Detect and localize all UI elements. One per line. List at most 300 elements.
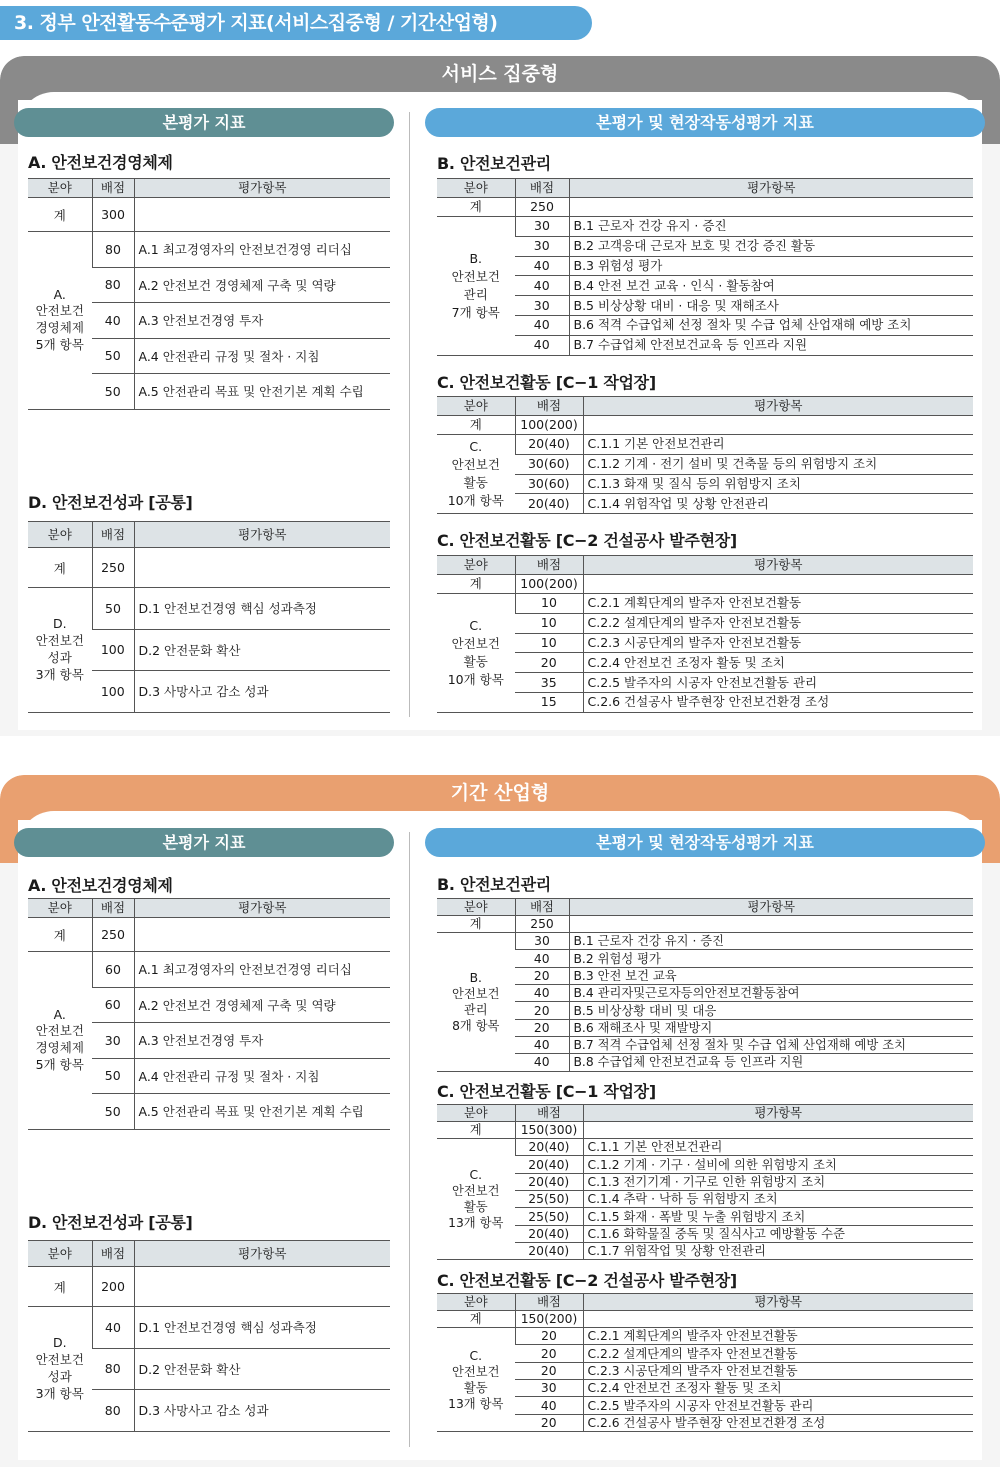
score-cell: 20(40) [515,1225,583,1242]
heading-c2: C. 안전보건활동 [C−2 건설공사 발주현장] [437,1271,737,1290]
score-cell: 100 [92,629,134,671]
total-row [28,918,390,952]
score-cell: 80 [92,1390,134,1432]
item-cell: A.3 안전보건경영 투자 [134,1023,390,1059]
category-line: C. [469,1348,482,1363]
item-cell: D.3 사망사고 감소 성과 [134,1390,390,1432]
score-cell: 20 [515,967,569,984]
item-cell: C.1.3 화재 및 질식 등의 위험방지 조치 [583,474,973,494]
score-cell: 20 [515,1414,583,1431]
score-cell: 40 [515,276,569,296]
table-row [437,692,973,712]
total-label: 계 [437,916,515,933]
item-cell: B.6 적격 수급업체 선정 절차 및 수급 업체 산업재해 예방 조치 [569,315,973,335]
table-row [437,967,973,984]
column-header: 배점 [515,899,569,916]
column-header: 평가항목 [569,179,973,198]
category-line: 10개 항목 [447,671,504,687]
column-header: 평가항목 [569,899,973,916]
table-header-row [437,397,973,416]
score-cell: 20 [515,1328,583,1345]
item-cell: C.1.2 기계 · 전기 설비 및 건축물 등의 위험방지 조치 [583,454,973,474]
column-header: 분야 [437,1294,515,1311]
item-cell: B.4 관리자및근로자등의안전보건활동참여 [569,985,973,1002]
heading-d: D. 안전보건성과 [공통] [28,1213,193,1232]
table-row [437,1414,973,1431]
category-line: 경영체제 [35,320,84,336]
table-row [437,1225,973,1242]
table-row [28,232,390,268]
table-row [437,256,973,276]
score-cell: 20 [515,653,583,673]
item-cell: C.2.6 건설공사 발주현장 안전보건환경 조성 [583,692,973,712]
score-cell: 30 [515,236,569,256]
item-cell: A.1 최고경영자의 안전보건경영 리더십 [134,952,390,988]
total-item [583,1122,973,1139]
column-header: 분야 [28,179,92,198]
total-label: 계 [437,1122,515,1139]
category-line: 활동 [463,1380,488,1395]
category-line: B. [469,970,482,985]
section-title: 서비스 집중형 [441,63,559,85]
category-line: 경영체제 [35,1040,84,1056]
item-cell: C.1.2 기계 · 기구 · 설비에 의한 위험방지 조치 [583,1156,973,1173]
total-item [583,416,973,435]
main-field-eval-pill: 본평가 및 현장작동성평가 지표 [425,108,985,137]
score-cell: 30(60) [515,474,583,494]
column-header: 평가항목 [134,179,390,198]
category-line: 활동 [463,653,488,669]
item-cell: C.1.4 위험작업 및 상황 안전관리 [583,494,973,514]
column-header: 분야 [28,1241,92,1267]
category-line: C. [469,617,483,633]
table-c2 [437,1293,973,1432]
score-cell: 50 [92,338,134,374]
table-header-row [437,556,973,575]
table-row [437,1173,973,1190]
score-cell: 40 [92,303,134,339]
total-item [134,198,390,232]
table-row [437,236,973,256]
item-cell: D.1 안전보건경영 핵심 성과측정 [134,588,390,630]
table-row [437,1242,973,1259]
item-cell: B.4 안전 보건 교육 · 인식 · 활동참여 [569,276,973,296]
score-cell: 20(40) [515,1139,583,1156]
table-row [437,950,973,967]
total-score: 300 [92,198,134,232]
table-row [437,315,973,335]
category-cell [437,217,515,356]
category-line: 활동 [463,1200,488,1215]
score-cell: 40 [515,1036,569,1053]
score-cell: 20 [515,1362,583,1379]
column-header: 배점 [92,899,134,918]
total-score: 250 [515,198,569,217]
table-row [437,594,973,614]
table-a [28,898,390,1130]
total-score: 250 [515,916,569,933]
table-row [437,653,973,673]
column-header: 배점 [92,522,134,548]
total-label: 계 [28,198,92,232]
item-cell: C.1.5 화재 · 폭발 및 누출 위험방지 조치 [583,1208,973,1225]
page-title: 3. 정부 안전활동수준평가 지표(서비스집중형 / 기간산업형) [0,6,592,40]
total-label: 계 [437,1311,515,1328]
table-row [437,1139,973,1156]
item-cell: A.5 안전관리 목표 및 안전기본 계획 수립 [134,1094,390,1130]
total-row [28,548,390,588]
category-cell [28,232,92,410]
total-label: 계 [437,575,515,594]
table-row [437,296,973,316]
table-header-row [437,179,973,198]
category-line: C. [469,439,483,455]
table-row [437,1036,973,1053]
category-line: 안전보건 [451,1364,500,1379]
item-cell: B.7 적격 수급업체 선정 절차 및 수급 업체 산업재해 예방 조치 [569,1036,973,1053]
table-row [437,1328,973,1345]
score-cell: 80 [92,1348,134,1390]
category-line: 관리 [463,286,488,302]
column-header: 평가항목 [583,1105,973,1122]
category-line: 안전보건 [451,1184,500,1199]
column-header: 배점 [515,179,569,198]
total-label: 계 [28,1267,92,1307]
item-cell: C.1.3 전기기계 · 기구로 인한 위험방지 조치 [583,1173,973,1190]
column-header: 분야 [437,397,515,416]
score-cell: 10 [515,613,583,633]
item-cell: B.3 위험성 평가 [569,256,973,276]
category-line: 3개 항목 [35,666,84,682]
heading-c2: C. 안전보건활동 [C−2 건설공사 발주현장] [437,531,737,550]
score-cell: 50 [92,374,134,410]
table-row [437,933,973,950]
table-row [437,276,973,296]
table-b [437,178,973,356]
category-cell [28,952,92,1130]
score-cell: 10 [515,633,583,653]
table-c1 [437,396,973,514]
total-score: 250 [92,918,134,952]
table-header-row [28,899,390,918]
score-cell: 30 [515,217,569,237]
score-cell: 20 [515,1345,583,1362]
table-b [437,898,973,1072]
table-row [437,1156,973,1173]
category-line: 8개 항목 [452,1018,500,1033]
total-score: 100(200) [515,416,583,435]
column-header: 배점 [92,1241,134,1267]
score-cell: 20(40) [515,1242,583,1259]
main-eval-pill: 본평가 지표 [14,828,394,857]
item-cell: C.2.6 건설공사 발주현장 안전보건환경 조성 [583,1414,973,1431]
total-score: 250 [92,548,134,588]
total-item [583,575,973,594]
category-line: 안전보건 [35,1351,84,1367]
item-cell: A.1 최고경영자의 안전보건경영 리더십 [134,232,390,268]
table-row [437,454,973,474]
heading-d: D. 안전보건성과 [공통] [28,493,193,512]
item-cell: D.3 사망사고 감소 성과 [134,671,390,713]
column-divider [409,112,410,717]
total-row [437,416,973,435]
table-header-row [28,179,390,198]
score-cell: 40 [515,335,569,355]
total-row [28,198,390,232]
heading-c1: C. 안전보건활동 [C−1 작업장] [437,373,656,392]
score-cell: 50 [92,1094,134,1130]
total-row [28,1267,390,1307]
score-cell: 40 [515,315,569,335]
item-cell: C.2.3 시공단계의 발주자 안전보건활동 [583,1362,973,1379]
category-line: 성과 [47,1368,72,1384]
column-header: 평가항목 [134,522,390,548]
category-line: 3개 항목 [35,1385,84,1401]
table-row [437,474,973,494]
item-cell: D.1 안전보건경영 핵심 성과측정 [134,1307,390,1349]
total-row [437,1122,973,1139]
column-divider [409,832,410,1447]
table-row [437,1054,973,1071]
item-cell: B.8 수급업체 안전보건교육 등 인프라 지원 [569,1054,973,1071]
category-cell [28,1307,92,1432]
category-line: 안전보건 [451,986,500,1001]
item-cell: C.1.7 위험작업 및 상황 안전관리 [583,1242,973,1259]
category-line: A. [53,1006,66,1022]
item-cell: A.4 안전관리 규정 및 절차 · 지침 [134,338,390,374]
total-score: 150(200) [515,1311,583,1328]
table-d [28,521,390,713]
item-cell: B.7 수급업체 안전보건교육 등 인프라 지원 [569,335,973,355]
score-cell: 80 [92,267,134,303]
score-cell: 40 [515,950,569,967]
main-eval-pill: 본평가 지표 [14,108,394,137]
total-row [437,198,973,217]
main-field-eval-pill: 본평가 및 현장작동성평가 지표 [425,828,985,857]
total-row [437,575,973,594]
column-header: 평가항목 [583,1294,973,1311]
table-c1 [437,1104,973,1260]
score-cell: 15 [515,692,583,712]
category-line: 안전보건 [35,303,84,319]
score-cell: 20(40) [515,435,583,455]
table-row [437,673,973,693]
category-line: 5개 항목 [35,337,84,353]
score-cell: 30(60) [515,454,583,474]
item-cell: D.2 안전문화 확산 [134,1348,390,1390]
item-cell: C.2.3 시공단계의 발주자 안전보건활동 [583,633,973,653]
score-cell: 40 [515,1054,569,1071]
category-line: 13개 항목 [448,1396,504,1411]
total-label: 계 [28,918,92,952]
total-label: 계 [28,548,92,588]
item-cell: C.2.1 계획단계의 발주자 안전보건활동 [583,1328,973,1345]
score-cell: 35 [515,673,583,693]
heading-a: A. 안전보건경영체제 [28,876,173,895]
score-cell: 25(50) [515,1208,583,1225]
score-cell: 50 [92,1058,134,1094]
column-header: 배점 [515,397,583,416]
item-cell: B.1 근로자 건강 유지 · 증진 [569,217,973,237]
score-cell: 30 [515,933,569,950]
table-row [437,1380,973,1397]
total-item [583,1311,973,1328]
item-cell: C.2.2 설계단계의 발주자 안전보건활동 [583,613,973,633]
item-cell: C.2.4 안전보건 조정자 활동 및 조치 [583,653,973,673]
table-row [437,217,973,237]
score-cell: 60 [92,987,134,1023]
table-row [28,588,390,630]
category-cell [437,594,515,713]
category-line: 안전보건 [35,1023,84,1039]
item-cell: A.2 안전보건 경영체제 구축 및 역량 [134,987,390,1023]
table-row [437,435,973,455]
score-cell: 10 [515,594,583,614]
item-cell: C.1.1 기본 안전보건관리 [583,1139,973,1156]
heading-b: B. 안전보건관리 [437,154,551,173]
category-line: 안전보건 [451,457,500,473]
category-line: A. [53,286,66,302]
item-cell: C.1.1 기본 안전보건관리 [583,435,973,455]
column-header: 분야 [437,179,515,198]
category-cell [28,588,92,713]
column-header: 분야 [437,1105,515,1122]
category-line: 13개 항목 [448,1216,504,1231]
item-cell: B.6 재해조사 및 재발방지 [569,1019,973,1036]
total-row [437,1311,973,1328]
total-score: 100(200) [515,575,583,594]
table-row [437,335,973,355]
item-cell: A.3 안전보건경영 투자 [134,303,390,339]
score-cell: 60 [92,952,134,988]
score-cell: 20 [515,1019,569,1036]
table-row [437,633,973,653]
total-item [134,548,390,588]
table-row [28,1307,390,1349]
table-header-row [437,1294,973,1311]
category-line: 활동 [463,475,488,491]
item-cell: B.2 고객응대 근로자 보호 및 건강 증진 활동 [569,236,973,256]
total-label: 계 [437,416,515,435]
item-cell: A.5 안전관리 목표 및 안전기본 계획 수립 [134,374,390,410]
category-line: 관리 [463,1002,488,1017]
column-header: 평가항목 [583,397,973,416]
category-cell [437,1139,515,1260]
table-d [28,1240,390,1432]
column-header: 평가항목 [134,899,390,918]
score-cell: 20(40) [515,1156,583,1173]
item-cell: D.2 안전문화 확산 [134,629,390,671]
column-header: 분야 [28,522,92,548]
score-cell: 40 [92,1307,134,1349]
total-label: 계 [437,198,515,217]
table-row [437,985,973,1002]
item-cell: C.2.5 발주자의 시공자 안전보건활동 관리 [583,1397,973,1414]
column-header: 분야 [437,556,515,575]
table-row [437,494,973,514]
item-cell: C.2.1 계획단계의 발주자 안전보건활동 [583,594,973,614]
item-cell: C.2.4 안전보건 조정자 활동 및 조치 [583,1380,973,1397]
table-row [437,1362,973,1379]
heading-c1: C. 안전보건활동 [C−1 작업장] [437,1082,656,1101]
category-line: 5개 항목 [35,1057,84,1073]
item-cell: C.1.4 추락 · 낙하 등 위험방지 조치 [583,1191,973,1208]
score-cell: 40 [515,985,569,1002]
section-title: 기간 산업형 [450,782,550,804]
item-cell: A.4 안전관리 규정 및 절차 · 지침 [134,1058,390,1094]
item-cell: B.5 비상상황 대비 · 대응 및 재해조사 [569,296,973,316]
total-score: 150(300) [515,1122,583,1139]
category-cell [437,435,515,514]
table-row [437,1345,973,1362]
category-line: D. [52,616,67,631]
table-row [437,1002,973,1019]
score-cell: 30 [515,1380,583,1397]
category-line: 안전보건 [451,268,500,284]
table-row [28,952,390,988]
column-header: 평가항목 [583,556,973,575]
category-cell [437,1328,515,1432]
column-header: 배점 [515,556,583,575]
score-cell: 20(40) [515,494,583,514]
score-cell: 80 [92,232,134,268]
column-header: 분야 [28,899,92,918]
heading-b: B. 안전보건관리 [437,875,551,894]
item-cell: B.2 위험성 평가 [569,950,973,967]
item-cell: B.5 비상상황 대비 및 대응 [569,1002,973,1019]
table-c2 [437,555,973,713]
column-header: 평가항목 [134,1241,390,1267]
heading-a: A. 안전보건경영체제 [28,153,173,172]
item-cell: B.1 근로자 건강 유지 · 증진 [569,933,973,950]
item-cell: C.2.2 설계단계의 발주자 안전보건활동 [583,1345,973,1362]
total-score: 200 [92,1267,134,1307]
total-row [437,916,973,933]
table-row [437,1397,973,1414]
item-cell: B.3 안전 보건 교육 [569,967,973,984]
table-header-row [437,899,973,916]
total-item [134,918,390,952]
score-cell: 30 [515,296,569,316]
total-item [134,1267,390,1307]
category-line: 7개 항목 [451,304,500,320]
table-row [437,1019,973,1036]
category-line: 10개 항목 [447,493,504,509]
category-line: D. [52,1335,67,1350]
score-cell: 100 [92,671,134,713]
table-header-row [28,1241,390,1267]
column-header: 배점 [515,1294,583,1311]
table-row [437,613,973,633]
category-line: 성과 [47,649,72,665]
table-row [437,1208,973,1225]
score-cell: 20(40) [515,1173,583,1190]
category-line: 안전보건 [35,632,84,648]
table-a [28,178,390,410]
score-cell: 40 [515,1397,583,1414]
table-header-row [28,522,390,548]
total-item [569,198,973,217]
score-cell: 50 [92,588,134,630]
score-cell: 20 [515,1002,569,1019]
column-header: 분야 [437,899,515,916]
score-cell: 40 [515,256,569,276]
score-cell: 30 [92,1023,134,1059]
table-header-row [437,1105,973,1122]
item-cell: C.2.5 발주자의 시공자 안전보건활동 관리 [583,673,973,693]
score-cell: 25(50) [515,1191,583,1208]
total-item [569,916,973,933]
